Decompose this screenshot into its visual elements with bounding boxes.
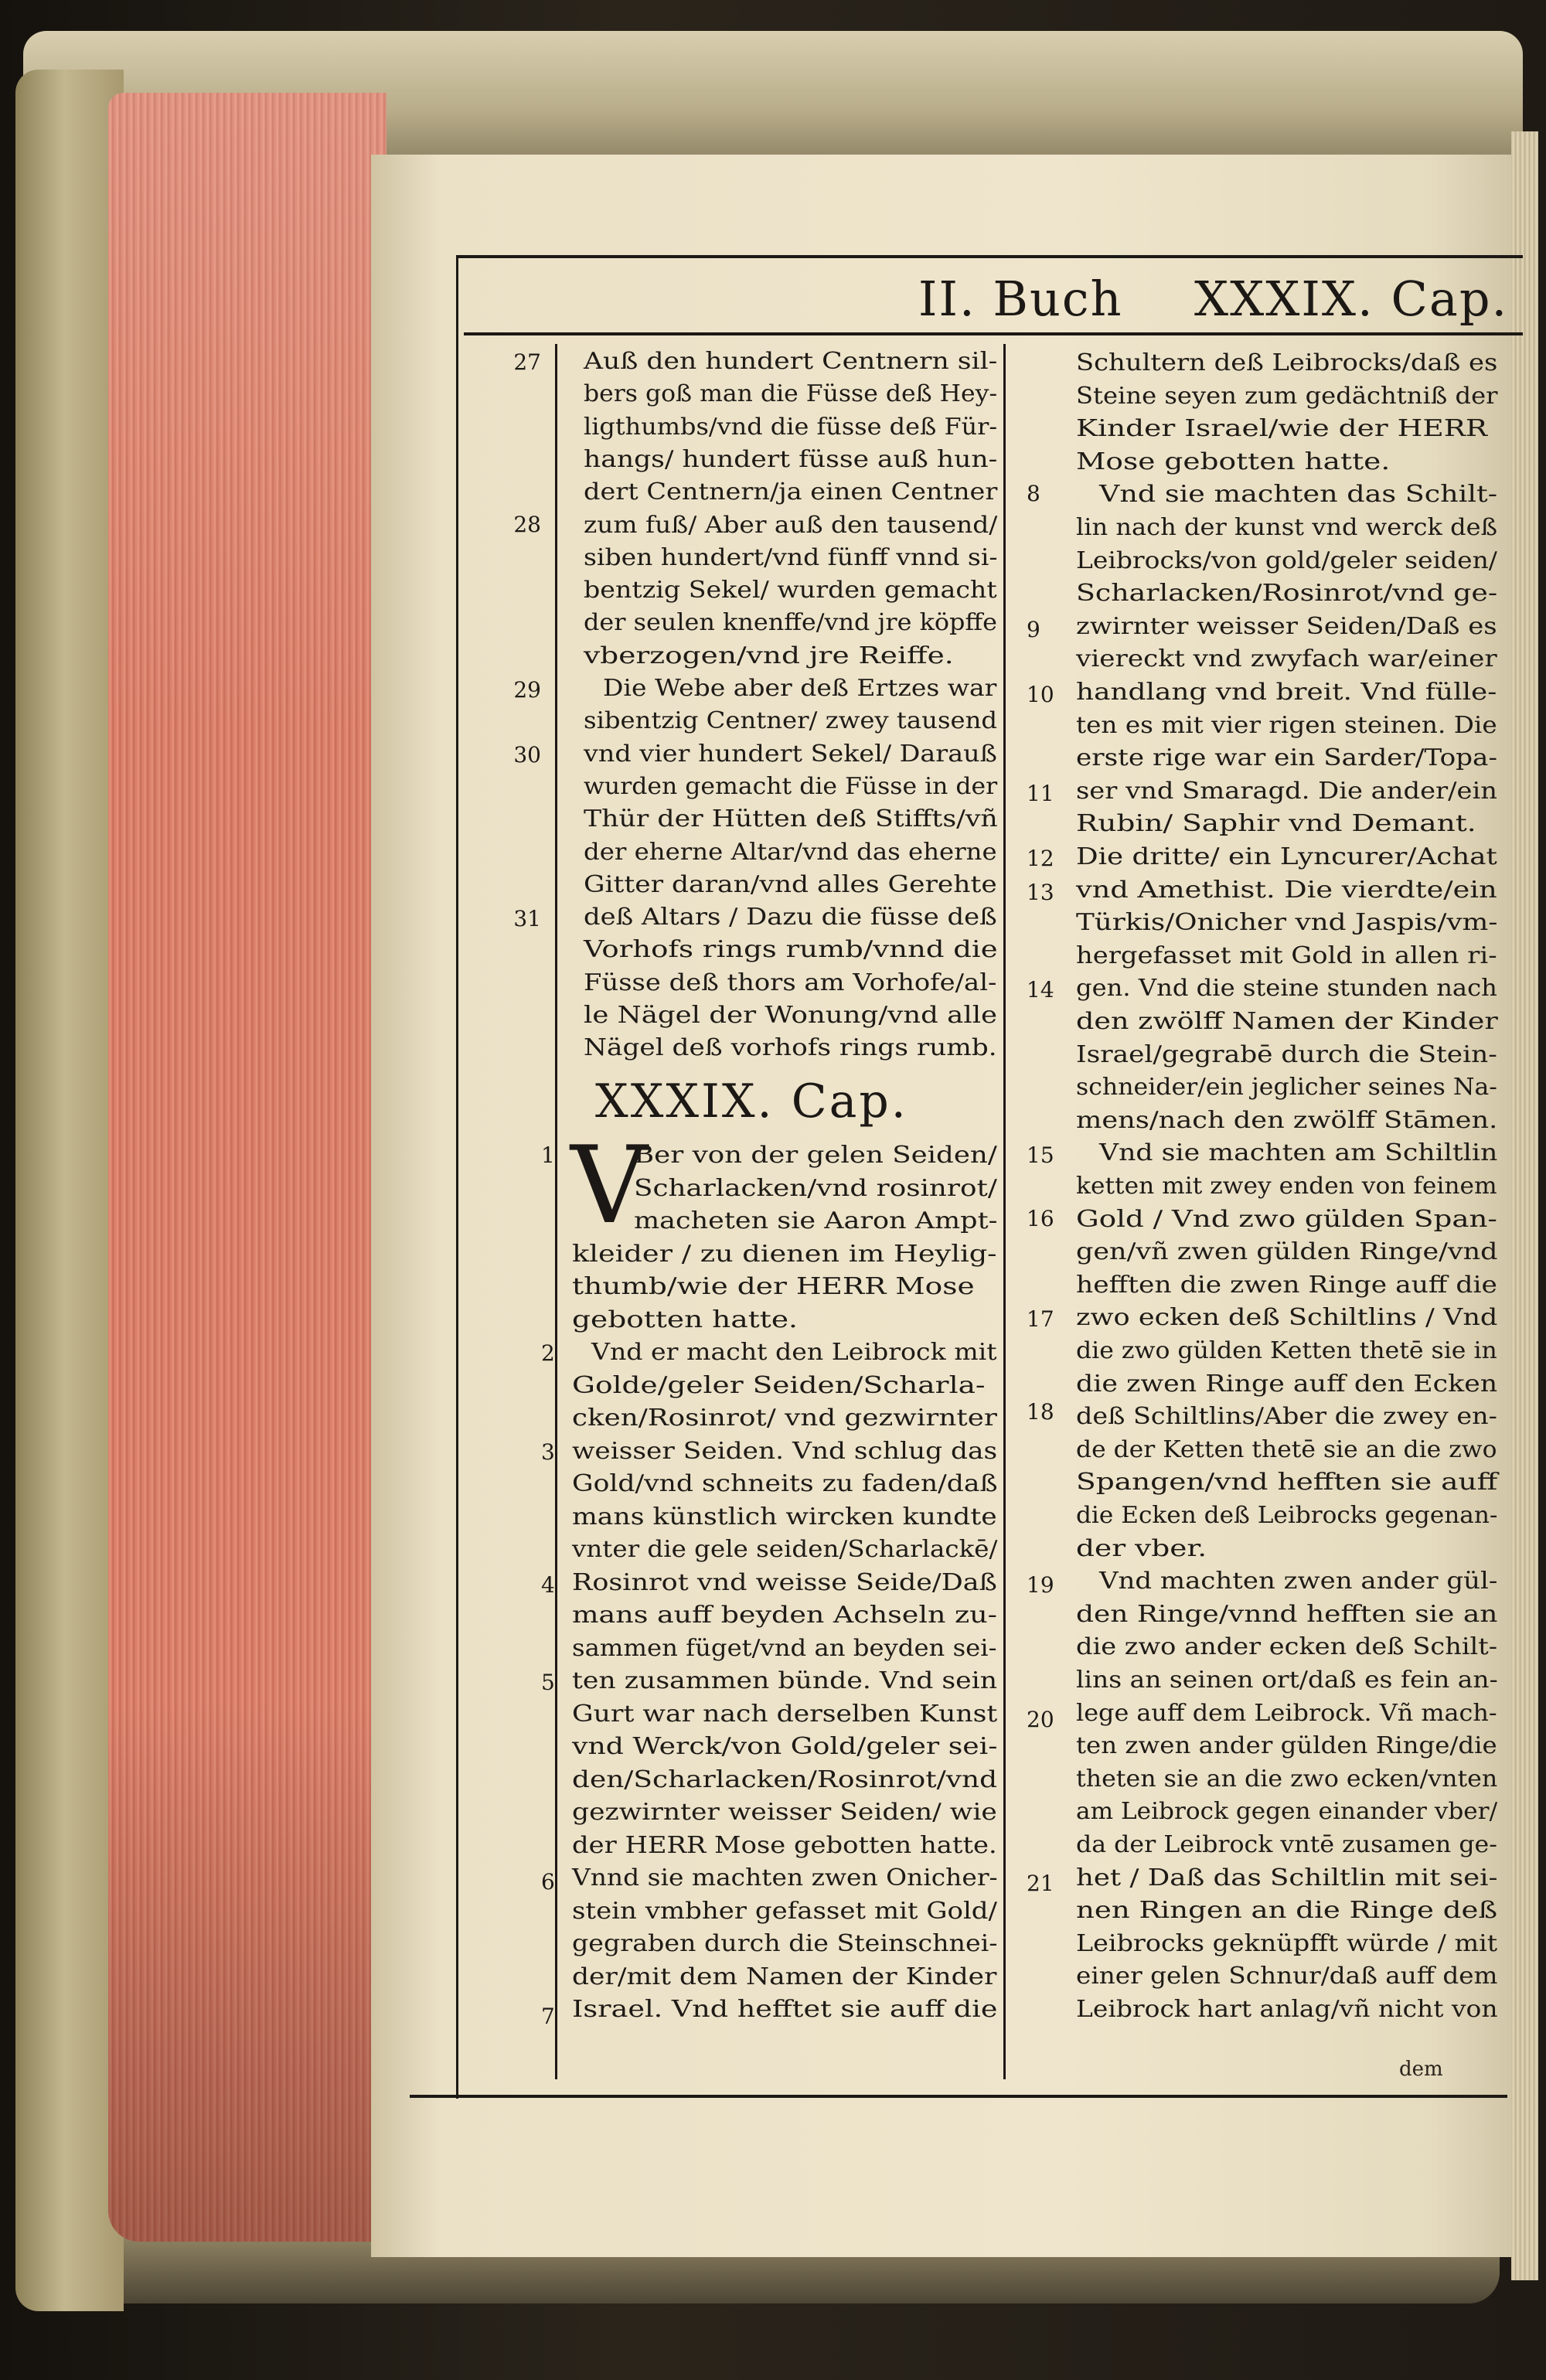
text-line: den/Scharlacken/Rosinrot/vnd xyxy=(572,1765,998,1793)
text-line: Füsse deß thors am Vorhofe/al- xyxy=(584,969,997,996)
text-frame-bottom xyxy=(410,2095,1507,2098)
verse-number: 1 xyxy=(541,1142,555,1168)
verse-number: 16 xyxy=(1027,1206,1054,1231)
column-rule-left xyxy=(555,344,557,2079)
text-line: bentzig Sekel/ wurden gemacht xyxy=(584,577,997,604)
text-line: stein vmbher gefasset mit Gold/ xyxy=(572,1897,997,1925)
verse-number: 12 xyxy=(1027,846,1054,871)
verse-number: 15 xyxy=(1027,1142,1054,1168)
text-line: cken/Rosinrot/ vnd gezwirnter xyxy=(572,1405,997,1432)
page-stack-right xyxy=(1511,131,1538,2280)
verse-number: 9 xyxy=(1027,617,1040,642)
text-line: de der Ketten thetē sie an die zwo xyxy=(1076,1435,1497,1463)
text-line: Vnnd sie machten zwen Onicher- xyxy=(572,1864,998,1891)
text-line: die zwo ander ecken deß Schilt- xyxy=(1076,1633,1498,1661)
verse-number: 4 xyxy=(541,1572,555,1598)
verse-number: 27 xyxy=(513,349,541,375)
verse-number: 19 xyxy=(1027,1572,1054,1598)
text-line: sibentzig Centner/ zwey tausend xyxy=(584,707,998,735)
text-line: Gold/vnd schneits zu faden/daß xyxy=(572,1470,998,1497)
text-line: gen/vñ zwen gülden Ringe/vnd xyxy=(1076,1238,1498,1266)
page-edge-shading xyxy=(108,93,386,2242)
text-line: Die dritte/ ein Lyncurer/Achat xyxy=(1076,843,1497,870)
text-line: Thür der Hütten deß Stiffts/vñ xyxy=(584,805,998,833)
text-line: deß Schiltlins/Aber die zwey en- xyxy=(1076,1403,1497,1431)
verse-number: 31 xyxy=(513,906,541,931)
header-rule-top xyxy=(456,255,1523,258)
text-line: Gold / Vnd zwo gülden Span- xyxy=(1076,1205,1497,1233)
text-line: schneider/ein jeglicher seines Na- xyxy=(1076,1074,1497,1101)
text-line: Mose gebotten hatte. xyxy=(1076,448,1391,475)
text-line: gebotten hatte. xyxy=(572,1306,798,1333)
text-line: het / Daß das Schiltlin mit sei- xyxy=(1076,1864,1498,1891)
text-line: ligthumbs/vnd die füsse deß Für- xyxy=(584,413,998,441)
verse-number: 6 xyxy=(541,1869,555,1895)
verse-number: 2 xyxy=(541,1340,555,1366)
verse-number: 5 xyxy=(541,1670,555,1695)
text-line: vnd Amethist. Die vierdte/ein xyxy=(1076,876,1497,904)
text-line: lin nach der kunst vnd werck deß xyxy=(1076,514,1498,541)
text-line: Vnd machten zwen ander gül- xyxy=(1099,1568,1498,1595)
text-line: ser vnd Smaragd. Die ander/ein xyxy=(1076,777,1497,805)
verse-number: 20 xyxy=(1027,1707,1054,1732)
text-line: die Ecken deß Leibrocks gegenan- xyxy=(1076,1502,1498,1529)
text-line: ketten mit zwey enden von feinem xyxy=(1076,1173,1497,1200)
text-line: le Nägel der Wonung/vnd alle xyxy=(584,1002,998,1029)
verse-number: 18 xyxy=(1027,1399,1054,1425)
text-line: einer gelen Schnur/daß auff dem xyxy=(1076,1963,1498,1990)
text-line: hefften die zwen Ringe auff die xyxy=(1076,1271,1497,1299)
text-line: der vber. xyxy=(1076,1534,1207,1562)
book-cover-left xyxy=(15,70,124,2311)
text-line: sammen füget/vnd an beyden sei- xyxy=(572,1634,997,1662)
verse-number: 13 xyxy=(1027,880,1054,905)
text-line: vnter die gele seiden/Scharlackē/ xyxy=(572,1536,998,1563)
text-line: erste rige war ein Sarder/Topa- xyxy=(1076,744,1498,772)
text-line: ten zwen ander gülden Ringe/die xyxy=(1076,1732,1497,1760)
text-line: ten es mit vier rigen steinen. Die xyxy=(1076,711,1497,739)
text-line: theten sie an die zwo ecken/vnten xyxy=(1076,1765,1498,1793)
header-rule-bottom xyxy=(464,332,1523,335)
text-line: ten zusammen bünde. Vnd sein xyxy=(572,1667,998,1694)
verse-number: 28 xyxy=(513,512,541,537)
verse-number: 10 xyxy=(1027,682,1054,707)
text-line: den Ringe/vnnd hefften sie an xyxy=(1076,1600,1498,1628)
text-line: Israel/gegrabē durch die Stein- xyxy=(1076,1040,1497,1068)
text-line: Leibrocks geknüpfft würde / mit xyxy=(1076,1929,1498,1957)
text-line: Vnd sie machten das Schilt- xyxy=(1099,481,1498,509)
text-line: der HERR Mose gebotten hatte. xyxy=(572,1831,997,1859)
text-line: siben hundert/vnd fünff vnnd si- xyxy=(584,543,998,571)
text-line: viereckt vnd zwyfach war/einer xyxy=(1076,645,1497,673)
text-line: Scharlacken/Rosinrot/vnd ge- xyxy=(1076,580,1498,608)
text-frame-left xyxy=(456,255,458,2099)
text-line: gezwirnter weisser Seiden/ wie xyxy=(572,1799,997,1826)
text-line: dert Centnern/ja einen Centner xyxy=(584,478,998,506)
drop-cap: V xyxy=(570,1123,648,1248)
text-line: Rubin/ Saphir vnd Demant. xyxy=(1076,810,1476,838)
verse-number: 21 xyxy=(1027,1871,1054,1896)
verse-number: 14 xyxy=(1027,977,1054,1003)
column-rule-center xyxy=(1003,344,1006,2079)
running-header-book: II. Buch xyxy=(918,271,1123,327)
running-header-chapter: XXXIX. Cap. xyxy=(1194,271,1509,327)
text-line: die zwo gülden Ketten thetē sie in xyxy=(1076,1337,1497,1364)
verse-number: 30 xyxy=(513,742,541,768)
text-line: den zwölff Namen der Kinder xyxy=(1076,1008,1498,1035)
text-line: nen Ringen an die Ringe deß xyxy=(1076,1897,1498,1925)
text-line: am Leibrock gegen einander vber/ xyxy=(1076,1798,1498,1826)
verse-number: 7 xyxy=(541,2004,555,2029)
text-line: vnd Werck/von Gold/geler sei- xyxy=(572,1733,998,1760)
text-line: Leibrock hart anlag/vñ nicht von xyxy=(1076,1996,1498,2023)
verse-number: 29 xyxy=(513,677,541,703)
text-line: Die Webe aber deß Ertzes war xyxy=(603,675,997,702)
text-line: Ber von der gelen Seiden/ xyxy=(634,1142,997,1169)
text-line: Golde/geler Seiden/Scharla- xyxy=(572,1371,986,1399)
text-line: macheten sie Aaron Ampt- xyxy=(634,1207,998,1234)
text-line: die zwen Ringe auff den Ecken xyxy=(1076,1370,1498,1398)
text-line: lege auff dem Leibrock. Vñ mach- xyxy=(1076,1699,1497,1727)
text-line: da der Leibrock vntē zusamen ge- xyxy=(1076,1831,1497,1858)
text-line: Auß den hundert Centnern sil- xyxy=(584,348,998,375)
text-line: gen. Vnd die steine stunden nach xyxy=(1076,975,1497,1003)
text-line: Kinder Israel/wie der HERR xyxy=(1076,415,1488,443)
text-line: vnd vier hundert Sekel/ Darauß xyxy=(584,740,997,768)
text-line: Rosinrot vnd weisse Seide/Daß xyxy=(572,1568,997,1596)
text-line: lins an seinen ort/daß es fein an- xyxy=(1076,1667,1498,1694)
verse-number: 8 xyxy=(1027,481,1040,506)
text-line: Vnd sie machten am Schiltlin xyxy=(1099,1139,1498,1167)
text-line: zwirnter weisser Seiden/Daß es xyxy=(1076,612,1497,640)
text-line: Gitter daran/vnd alles Gerehte xyxy=(584,870,997,898)
text-line: kleider / zu dienen im Heylig- xyxy=(572,1240,997,1268)
text-line: mans auff beyden Achseln zu- xyxy=(572,1602,997,1629)
text-line: hergefasset mit Gold in allen ri- xyxy=(1076,941,1497,969)
text-line: Leibrocks/von gold/geler seiden/ xyxy=(1076,546,1497,574)
catchword: dem xyxy=(1399,2058,1443,2081)
text-line: wurden gemacht die Füsse in der xyxy=(584,772,998,800)
text-line: der eherne Altar/vnd das eherne xyxy=(584,838,997,866)
verse-number: 3 xyxy=(541,1439,555,1465)
text-line: der seulen knenffe/vnd jre köpffe xyxy=(584,609,997,637)
chapter-heading: XXXIX. Cap. xyxy=(595,1074,908,1129)
text-line: gegraben durch die Steinschnei- xyxy=(572,1930,998,1957)
text-line: thumb/wie der HERR Mose xyxy=(572,1273,975,1300)
text-line: Spangen/vnd hefften sie auff xyxy=(1076,1469,1498,1496)
text-line: Scharlacken/vnd rosinrot/ xyxy=(634,1174,997,1202)
text-line: handlang vnd breit. Vnd fülle- xyxy=(1076,679,1497,706)
text-line: Türkis/Onicher vnd Jaspis/vm- xyxy=(1076,909,1498,937)
text-line: der/mit dem Namen der Kinder xyxy=(572,1963,997,1990)
text-line: Gurt war nach derselben Kunst xyxy=(572,1700,998,1728)
text-line: zum fuß/ Aber auß den tausend/ xyxy=(584,511,998,539)
text-line: hangs/ hundert füsse auß hun- xyxy=(584,445,998,473)
text-line: vberzogen/vnd jre Reiffe. xyxy=(584,642,954,669)
text-line: Israel. Vnd hefftet sie auff die xyxy=(572,1996,998,2023)
text-line: deß Altars / Dazu die füsse deß xyxy=(584,904,997,931)
text-line: Nägel deß vorhofs rings rumb. xyxy=(584,1034,997,1062)
verse-number: 11 xyxy=(1027,781,1054,806)
text-line: mens/nach den zwölff Stāmen. xyxy=(1076,1106,1498,1134)
text-line: Vnd er macht den Leibrock mit xyxy=(591,1339,997,1366)
text-line: Vorhofs rings rumb/vnnd die xyxy=(584,936,998,964)
text-line: zwo ecken deß Schiltlins / Vnd xyxy=(1076,1304,1498,1332)
text-line: mans künstlich wircken kundte xyxy=(572,1503,997,1530)
text-line: weisser Seiden. Vnd schlug das xyxy=(572,1437,998,1465)
verse-number: 17 xyxy=(1027,1306,1054,1332)
text-line: Schultern deß Leibrocks/daß es xyxy=(1076,349,1498,376)
text-line: bers goß man die Füsse deß Hey- xyxy=(584,380,998,408)
text-line: Steine seyen zum gedächtniß der xyxy=(1076,382,1498,410)
